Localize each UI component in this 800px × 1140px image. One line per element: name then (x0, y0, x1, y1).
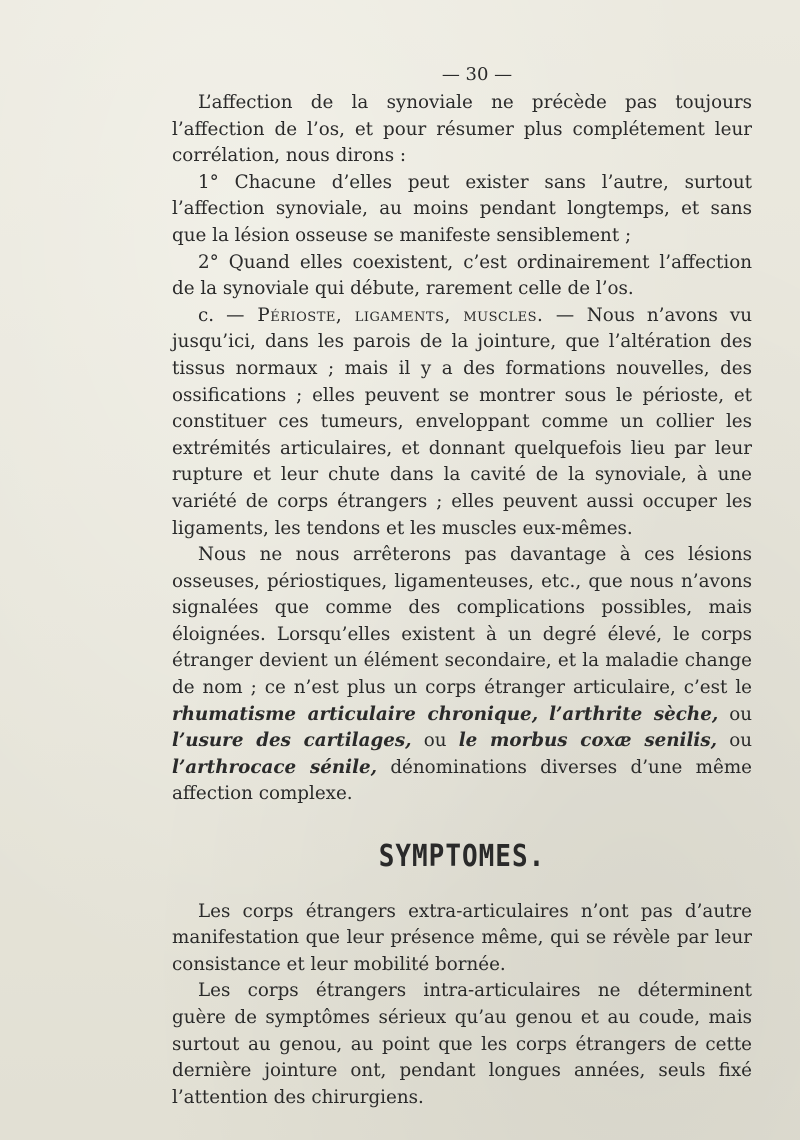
term-arthrocace: l’arthrocace sénile, (172, 756, 378, 778)
separator-or: ou (423, 730, 447, 752)
term-rhumatisme: rhumatisme articulaire chronique, (172, 703, 539, 725)
separator-or: ou (729, 703, 752, 725)
paragraph-c-periosteum (172, 303, 752, 542)
page-body (172, 62, 752, 1111)
term-usure: l’usure des cartilages, (172, 730, 412, 752)
separator-or: ou (729, 730, 753, 752)
paragraph-complications (172, 542, 752, 808)
complications-text: Nous ne nous arrêterons pas davantage à ces lésions osseuses, périostiques, ligamenteuses, etc., que nous n’avons signalées que comme des complications possibles, mais éloignées. Lorsqu’elles existent à un degré élevé, le corps étranger devient un élément secondaire, et la maladie change de nom ; ce n’est plus un corps étranger articulaire, c’est le (172, 544, 752, 699)
complications-end: dénominations diverses d’une même affection complexe. (172, 756, 752, 805)
paragraph-extra-articular: Les corps étrangers extra-articulaires n’ont pas d’autre manifestation que leur présence même, qui se révèle par leur consistance et leur mobilité bornée. (172, 900, 752, 975)
paragraph-point-1: 1° Chacune d’elles peut exister sans l’autre, surtout l’affection synoviale, au moins pendant longtemps, et sans que la lésion osseuse se manifeste sensiblement ; (172, 171, 752, 246)
term-morbus: le morbus coxæ senilis, (458, 730, 718, 752)
paragraph-intra-articular: Les corps étrangers intra-articulaires ne déterminent guère de symptômes sérieux qu’au genou et au coude, mais surtout au genou, au point que les corps étrangers de cette dernière jointure ont, pendant longues années, seuls fixé l’attention des chirurgiens. (172, 980, 752, 1108)
section-heading-symptomes: SYMPTOMES. (378, 839, 546, 875)
paragraph-point-2: 2° Quand elles coexistent, c’est ordinairement l’affection de la synoviale qui débute, rarement celle de l’os. (172, 251, 752, 300)
subsection-label: c. (198, 304, 215, 326)
term-arthrite: l’arthrite sèche, (549, 703, 719, 725)
subsection-heading: — Périoste, ligaments, muscles. — (226, 304, 575, 326)
paragraph-synoviale: L’affection de la synoviale ne précède pas toujours l’affection de l’os, et pour résumer plus complétement leur corrélation, nous dirons : (172, 92, 752, 167)
page-number: — 30 — (441, 64, 513, 85)
subsection-text: Nous n’avons vu jusqu’ici, dans les parois de la jointure, que l’altération des tissus normaux ; mais il y a des formations nouvelles, des ossifications ; elles peuvent se montrer sous le périoste, et constituer ces tumeurs, enveloppant comme un collier les extrémités articulaires, et donnant quelquefois lieu par leur rupture et leur chute dans la cavité de la synoviale, à une variété de corps étrangers ; elles peuvent aussi occuper les ligaments, les tendons et les muscles eux-mêmes. (172, 304, 753, 539)
